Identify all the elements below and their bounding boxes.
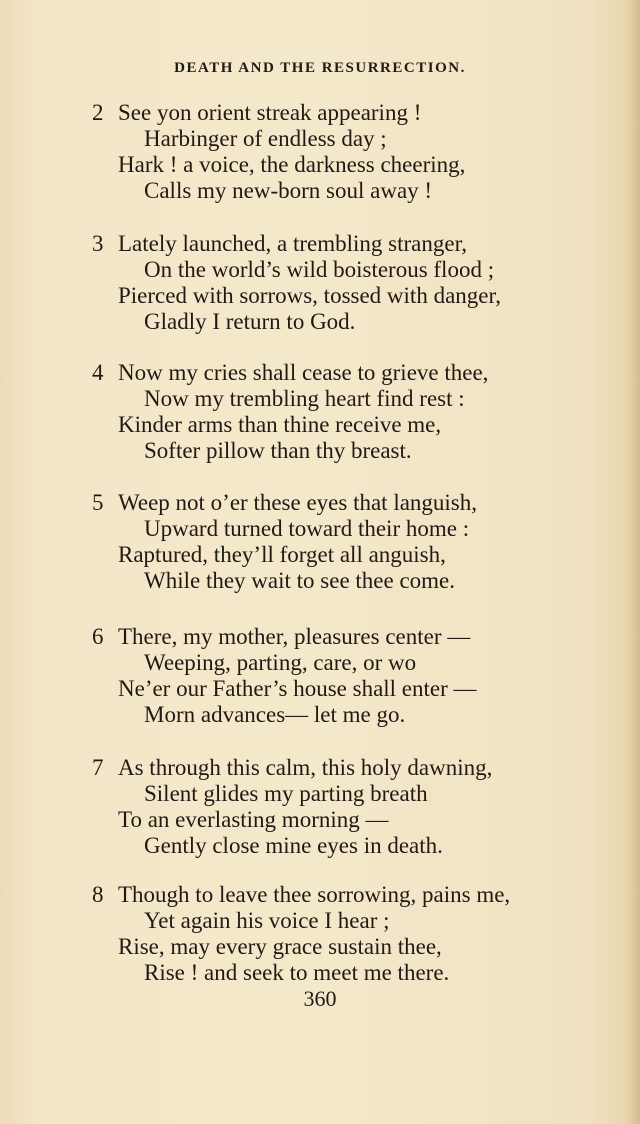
stanza-line [92, 490, 632, 516]
line-text: Now my cries shall cease to grieve thee, [118, 360, 489, 385]
page-number: 360 [303, 986, 337, 1011]
stanza-number: 2 [92, 100, 104, 125]
stanza-line [92, 412, 632, 438]
line-text: Rise, may every grace sustain thee, [118, 934, 442, 959]
stanza-line: Now my trembling heart find rest : [144, 386, 465, 411]
stanza-line [92, 231, 632, 257]
stanza-line: Rise ! and seek to meet me there. [144, 960, 450, 985]
stanza-line [92, 360, 632, 386]
stanza-line: Gladly I return to God. [144, 309, 356, 334]
line-text: Kinder arms than thine receive me, [118, 412, 442, 437]
stanza [92, 624, 632, 728]
stanza-line [92, 676, 632, 702]
line-text: Lately launched, a trembling stranger, [118, 231, 468, 256]
stanza-line: While they wait to see thee come. [144, 568, 456, 593]
stanza-line: Calls my new-born soul away ! [144, 178, 433, 203]
stanza-number: 5 [92, 490, 104, 515]
stanza-number: 8 [92, 882, 104, 907]
stanza [92, 490, 632, 594]
line-text: Pierced with sorrows, tossed with danger, [118, 283, 501, 308]
stanza-line: On the world’s wild boisterous flood ; [144, 257, 495, 282]
stanza [92, 360, 632, 464]
stanza-line [92, 624, 632, 650]
line-text: There, my mother, pleasures center — [118, 624, 471, 649]
stanza-line [92, 807, 632, 833]
stanza-line [92, 882, 632, 908]
line-text: Raptured, they’ll forget all anguish, [118, 542, 446, 567]
stanza-line: Gently close mine eyes in death. [144, 833, 443, 858]
line-text: Weep not o’er these eyes that languish, [118, 490, 478, 515]
stanza [92, 755, 632, 859]
stanza [92, 882, 632, 986]
stanza-line: Harbinger of endless day ; [144, 126, 387, 151]
line-text: To an everlasting morning — [118, 807, 389, 832]
stanza-line: Morn advances— let me go. [144, 702, 406, 727]
running-header: DEATH AND THE RESURRECTION. [174, 60, 466, 76]
stanza-line [92, 542, 632, 568]
line-text: As through this calm, this holy dawning, [118, 755, 493, 780]
stanza-number: 4 [92, 360, 104, 385]
stanza [92, 231, 632, 335]
stanza-line: Yet again his voice I hear ; [144, 908, 390, 933]
stanza-line: Silent glides my parting breath [144, 781, 428, 806]
line-text: See yon orient streak appearing ! [118, 100, 422, 125]
stanza-line: Softer pillow than thy breast. [144, 438, 412, 463]
stanza-number: 3 [92, 231, 104, 256]
stanza-number: 6 [92, 624, 104, 649]
stanza [92, 100, 632, 204]
stanza-line: Upward turned toward their home : [144, 516, 470, 541]
line-text: Ne’er our Father’s house shall enter — [118, 676, 477, 701]
stanza-line [92, 755, 632, 781]
stanza-line: Weeping, parting, care, or wo [144, 650, 417, 675]
stanza-line [92, 283, 632, 309]
line-text: Though to leave thee sorrowing, pains me, [118, 882, 511, 907]
stanza-line [92, 152, 632, 178]
stanza-line [92, 934, 632, 960]
stanza-number: 7 [92, 755, 104, 780]
stanza-line [92, 100, 632, 126]
line-text: Hark ! a voice, the darkness cheering, [118, 152, 466, 177]
